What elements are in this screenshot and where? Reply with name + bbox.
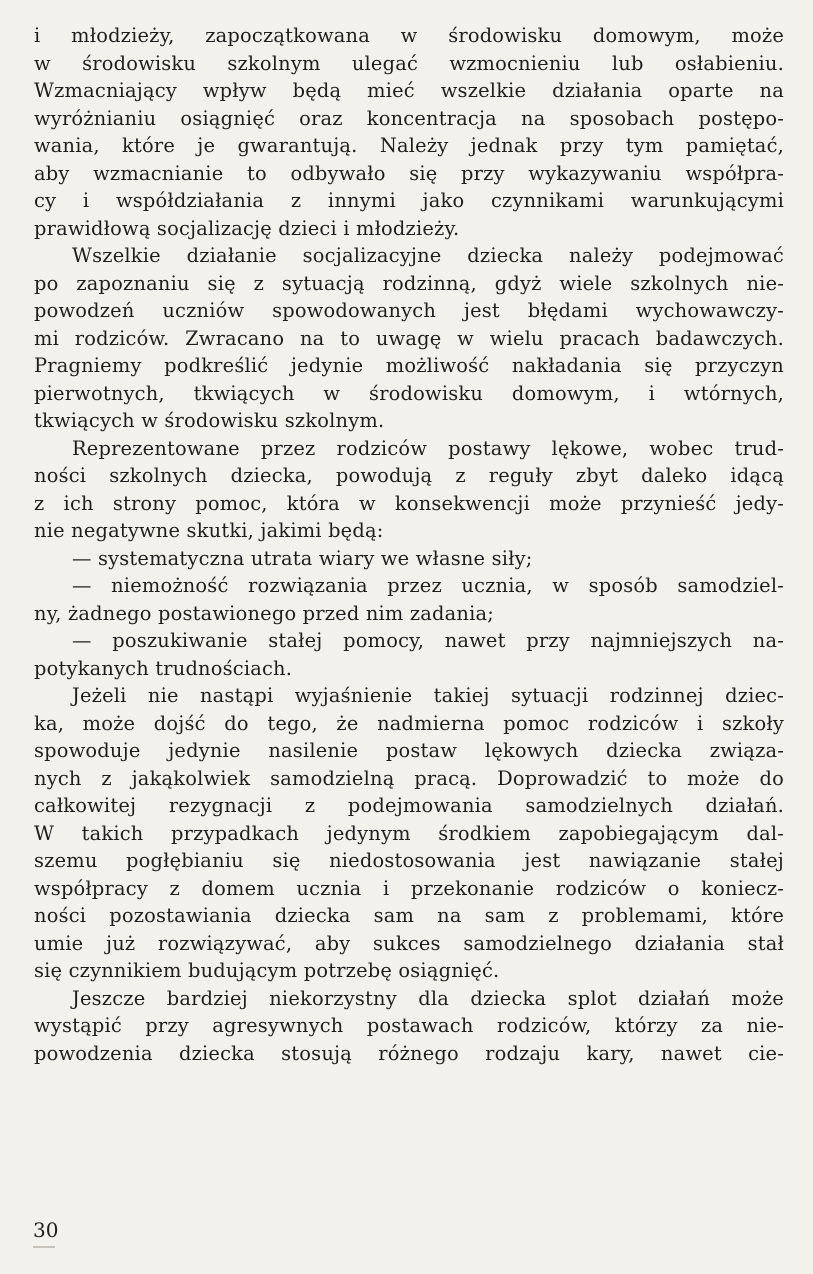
text-line: nie negatywne skutki, jakimi będą: xyxy=(34,519,384,542)
text-line: Pragniemy podkreślić jedynie możliwość nakładania się przyczyn xyxy=(34,354,784,377)
text-line: powodzenia dziecka stosują różnego rodzaju kary, nawet cie- xyxy=(34,1041,784,1065)
text-line: mi rodziców. Zwracano na to uwagę w wielu pracach badawczych. xyxy=(34,326,784,350)
text-line: Wzmacniający wpływ będą mieć wszelkie działania oparte na xyxy=(34,79,784,102)
text-line: Jeżeli nie nastąpi wyjaśnienie takiej sytuacji rodzinnej dziec- xyxy=(72,684,784,707)
text-line: po zapoznaniu się z sytuacją rodzinną, gdyż wiele szkolnych nie- xyxy=(34,271,784,295)
text-line: Reprezentowane przez rodziców postawy lękowe, wobec trud- xyxy=(72,436,784,460)
text-line: — systematyczna utrata wiary we własne siły; xyxy=(72,546,533,570)
text-line: prawidłową socjalizację dzieci i młodzieży. xyxy=(34,216,460,240)
text-line: się czynnikiem budującym potrzebę osiągnięć. xyxy=(34,959,500,982)
text-line: — niemożność rozwiązania przez ucznia, w sposób samodziel- xyxy=(72,574,784,597)
body-text xyxy=(34,22,784,1067)
page-number: 30 xyxy=(33,1218,59,1242)
text-line: ności szkolnych dziecka, powodują z reguły zbyt daleko idącą xyxy=(34,464,784,487)
text-line: szemu pogłębianiu się niedostosowania jest nawiązanie stałej xyxy=(34,849,784,872)
text-line: z ich strony pomoc, która w konsekwencji może przynieść jedy- xyxy=(34,491,784,515)
text-line: wyróżnianiu osiągnięć oraz koncentracja na sposobach postępo- xyxy=(34,106,784,130)
text-line: cy i współdziałania z innymi jako czynnikami warunkującymi xyxy=(34,189,784,212)
text-line: spowoduje jedynie nasilenie postaw lękowych dziecka związa- xyxy=(34,739,784,762)
text-line: nych z jakąkolwiek samodzielną pracą. Doprowadzić to może do xyxy=(34,766,784,790)
text-line: całkowitej rezygnacji z podejmowania samodzielnych działań. xyxy=(34,794,784,817)
text-line: tkwiących w środowisku szkolnym. xyxy=(34,409,385,432)
text-line: Jeszcze bardziej niekorzystny dla dziecka splot działań może xyxy=(72,986,784,1010)
text-line: potykanych trudnościach. xyxy=(34,656,293,680)
text-line: Wszelkie działanie socjalizacyjne dziecka należy podejmować xyxy=(72,244,784,267)
text-line: ności pozostawiania dziecka sam na sam z problemami, które xyxy=(34,904,784,927)
text-line: ny, żadnego postawionego przed nim zadania; xyxy=(34,601,494,625)
text-line: i młodzieży, zapoczątkowana w środowisku domowym, może xyxy=(34,24,784,47)
text-line: powodzeń uczniów spowodowanych jest błędami wychowawczy- xyxy=(34,299,784,322)
text-line: wania, które je gwarantują. Należy jednak przy tym pamiętać, xyxy=(34,134,784,157)
text-line: aby wzmacnianie to odbywało się przy wykazywaniu współpra- xyxy=(34,161,784,185)
text-line: pierwotnych, tkwiących w środowisku domowym, i wtórnych, xyxy=(34,381,784,405)
text-line: W takich przypadkach jedynym środkiem zapobiegającym dal- xyxy=(34,821,784,845)
text-line: wystąpić przy agresywnych postawach rodziców, którzy za nie- xyxy=(34,1014,784,1037)
text-line: — poszukiwanie stałej pomocy, nawet przy najmniejszych na- xyxy=(72,629,784,652)
text-line: współpracy z domem ucznia i przekonanie rodziców o koniecz- xyxy=(34,876,784,900)
text-line: umie już rozwiązywać, aby sukces samodzielnego działania stał xyxy=(34,931,784,955)
text-line: w środowisku szkolnym ulegać wzmocnieniu lub osłabieniu. xyxy=(34,51,784,75)
text-line: ka, może dojść do tego, że nadmierna pomoc rodziców i szkoły xyxy=(34,711,784,735)
page-number-mark xyxy=(33,1246,55,1248)
